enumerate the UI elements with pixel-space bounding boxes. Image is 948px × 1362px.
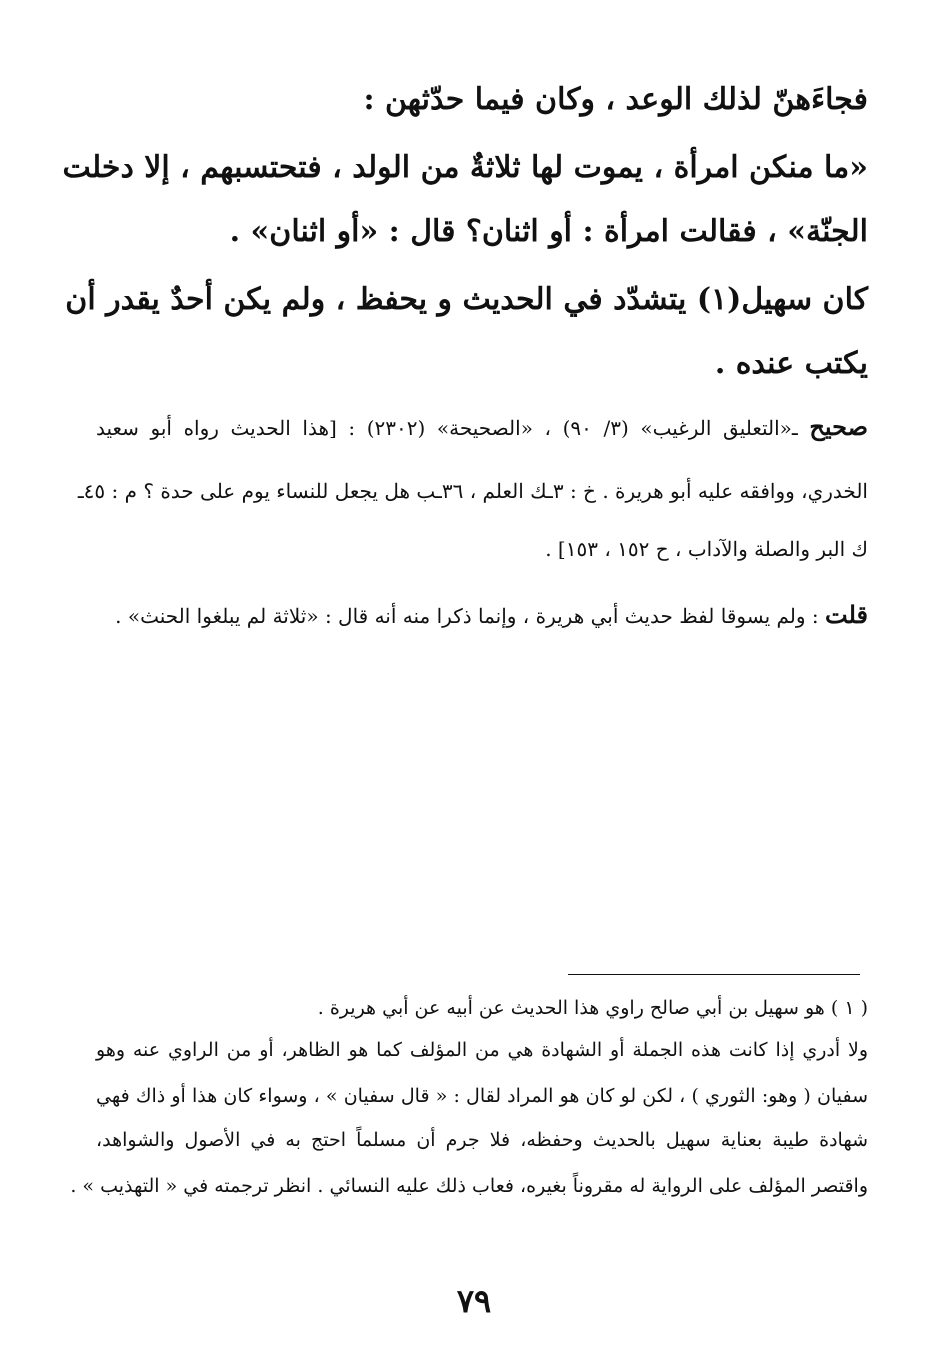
takhrij-line-3: ك البر والصلة والآداب ، ح ١٥٢ ، ١٥٣] . xyxy=(545,537,868,561)
comment-text: : ولم يسوقا لفظ حديث أبي هريرة ، وإنما ذكرا منه أنه قال : «ثلاثة لم يبلغوا الحنث» . xyxy=(115,604,826,628)
body-line-2: «ما منكن امرأة ، يموت لها ثلاثةٌ من الولد ، فتحتسبهم ، إلا دخلت xyxy=(62,150,868,185)
footnote-line-1: ( ١ ) هو سهيل بن أبي صالح راوي هذا الحديث عن أبيه عن أبي هريرة . xyxy=(317,997,868,1019)
body-line-4: كان سهيل(١) يتشدّد في الحديث و يحفظ ، ولم يكن أحدٌ يقدر أن xyxy=(65,282,868,317)
takhrij-line-2: الخدري، ووافقه عليه أبو هريرة . خ : ٣ـك العلم ، ٣٦ـب هل يجعل للنساء يوم على حدة ؟ م : ٤٥ـ xyxy=(77,479,868,503)
footnote-line-3: سفيان ( وهو: الثوري ) ، لكن لو كان هو المراد لقال : « قال سفيان » ، وسواء كان هذا أو ذاك فهي xyxy=(96,1085,868,1107)
body-line-1: فجاءَهنّ لذلك الوعد ، وكان فيما حدّثهن : xyxy=(363,82,868,117)
takhrij-line-1 xyxy=(96,412,868,443)
footnote-line-2: ولا أدري إذا كانت هذه الجملة أو الشهادة هي من المؤلف كما هو الظاهر، أو من الراوي عنه وهو xyxy=(96,1039,868,1061)
grade-label: صحيح xyxy=(809,412,868,441)
footnote-separator xyxy=(568,974,860,975)
body-line-3: الجنّة» ، فقالت امرأة : أو اثنان؟ قال : «أو اثنان» . xyxy=(229,214,868,249)
takhrij-sources: ـ«التعليق الرغيب» (٣/ ٩٠) ، «الصحيحة» (٢٣٠٢) : [هذا الحديث رواه أبو سعيد xyxy=(96,416,810,440)
body-line-5: يكتب عنده . xyxy=(714,346,868,381)
footnote-line-4: شهادة طيبة بعناية سهيل بالحديث وحفظه، فلا جرم أن مسلماً احتج به في الأصول والشواهد، xyxy=(96,1129,868,1151)
page-number: ٧٩ xyxy=(456,1282,492,1320)
footnote-line-5: واقتصر المؤلف على الرواية له مقروناً بغيره، فعاب ذلك عليه النسائي . انظر ترجمته في « التهذيب » . xyxy=(70,1175,868,1197)
comment-label: قلت xyxy=(825,600,868,629)
comment-line xyxy=(96,600,868,631)
